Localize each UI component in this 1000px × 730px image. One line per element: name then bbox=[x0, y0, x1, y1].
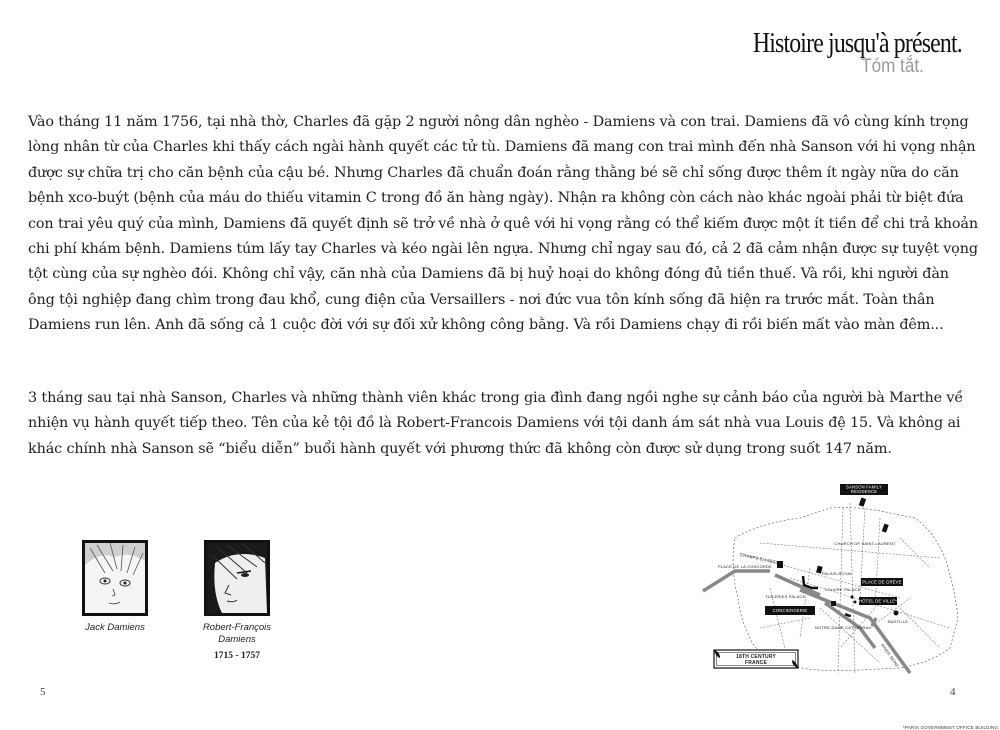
label-conciergerie bbox=[765, 606, 815, 615]
label-palais-royal: PALAIS-ROYAL bbox=[822, 571, 853, 576]
label-sanson-family-residence bbox=[840, 484, 888, 495]
label-louvre: LOUVRE PALACE bbox=[825, 587, 861, 592]
footnote: *PARIS GOVERNMENT OFFICE BUILDING. bbox=[903, 725, 1000, 730]
man-face-illustration-icon bbox=[207, 543, 267, 613]
page-title: Histoire jusqu'à présent. bbox=[753, 27, 962, 59]
character-name-line-1: Robert-François bbox=[202, 622, 272, 633]
page-subtitle: Tóm tắt. bbox=[861, 56, 924, 77]
svg-text:CONCIERGERIE: CONCIERGERIE bbox=[772, 608, 808, 613]
map-cartouche bbox=[714, 650, 798, 668]
label-place-de-greve bbox=[861, 578, 903, 586]
paris-map bbox=[700, 478, 962, 678]
svg-text:PLACE DE GRÈVE: PLACE DE GRÈVE bbox=[862, 579, 902, 585]
label-tuileries: TUILERIES PALACE bbox=[765, 594, 806, 599]
summary-paragraph-1: Vào tháng 11 năm 1756, tại nhà thờ, Charles đã gặp 2 người nông dân nghèo - Damiens và con trai. Damiens đã vô cùng kính trọng lòng nhân từ của Charles khi thấy cách ngài hành quyết các tử tù. Damiens đã mang con trai mình đến nhà Sanson với hi vọng nhận được sự chữa trị cho căn bệnh của cậu bé. Nhưng Charles đã chuẩn đoán rằng thằng bé sẽ chỉ sống được thêm ít ngày nữa do căn bệnh xco-buýt (bệnh của máu do thiếu vitamin C trong đồ ăn hàng ngày). Nhận ra không còn cách nào khác ngoài phải từ biệt đứa con trai yêu quý của mình, Damiens đã quyết định sẽ trở về nhà ở quê với hi vọng rằng có thể kiếm được một ít tiền để chi trả khoản chi phí khám bệnh. Damiens túm lấy tay Charles và kéo ngài lên ngựa. Nhưng chỉ ngay sau đó, cả 2 đã cảm nhận được sự tuyệt vọng tột cùng của sự nghèo đói. Không chỉ vậy, căn nhà của Damiens đã bị huỷ hoại do không đóng đủ tiền thuế. Và rồi, khi người đàn ông tội nghiệp đang chìm trong đau khổ, cung điện của Versaillers - nơi đức vua tôn kính sống đã hiện ra trước mắt. Toàn thân Damiens run lên. Anh đã sống cả 1 cuộc đời với sự đối xử không công bằng. Và rồi Damiens chạy đi rồi biến mất vào màn đêm... bbox=[28, 114, 978, 334]
label-notre-dame: NOTRE-DAME CATHEDRAL bbox=[815, 625, 871, 630]
portrait-robert-francois-damiens bbox=[204, 540, 270, 616]
character-years: 1715 - 1757 bbox=[214, 651, 260, 661]
portrait-jack-damiens bbox=[82, 540, 148, 616]
page-number-right: 4 bbox=[950, 686, 956, 698]
svg-text:18TH CENTURY: 18TH CENTURY bbox=[736, 654, 776, 660]
svg-text:RESIDENCE: RESIDENCE bbox=[850, 489, 878, 494]
map-illustration bbox=[700, 478, 962, 678]
label-concorde: PLACE DE LA CONCORDE bbox=[718, 564, 773, 569]
character-name: Jack Damiens bbox=[85, 622, 145, 633]
label-church: CHURCH OF SAINT-LAURENT bbox=[834, 541, 896, 546]
label-seine: RIVER SEINE bbox=[880, 642, 901, 669]
label-bastille: BASTILLE bbox=[888, 619, 909, 624]
page-header bbox=[707, 28, 962, 78]
svg-text:SANSON FAMILY: SANSON FAMILY bbox=[845, 484, 883, 490]
character-card-robert-francois-damiens bbox=[192, 540, 282, 661]
boy-face-illustration-icon bbox=[85, 543, 145, 613]
character-name-line-2: Damiens bbox=[218, 634, 256, 645]
label-hotel-de-ville bbox=[859, 597, 897, 605]
summary-paragraph-2: 3 tháng sau tại nhà Sanson, Charles và những thành viên khác trong gia đình đang ngồi nghe sự cảnh báo của người bà Marthe về nhiện vụ hành quyết tiếp theo. Tên của kẻ tội đồ là Robert-Francois Damiens với tội danh ám sát nhà vua Louis đệ 15. Và không ai khác chính nhà Sanson sẽ “biểu diễn” buổi hành quyết với phương thức đã không còn được sử dụng trong suốt 147 năm. bbox=[28, 390, 964, 457]
page-number-left: 5 bbox=[40, 686, 46, 698]
svg-text:HÔTEL DE VILLE*: HÔTEL DE VILLE* bbox=[859, 598, 897, 604]
character-card-jack-damiens bbox=[70, 540, 160, 634]
svg-text:FRANCE: FRANCE bbox=[744, 660, 768, 666]
label-champs: CHAMPS-ÉLYSÉES bbox=[739, 552, 780, 566]
